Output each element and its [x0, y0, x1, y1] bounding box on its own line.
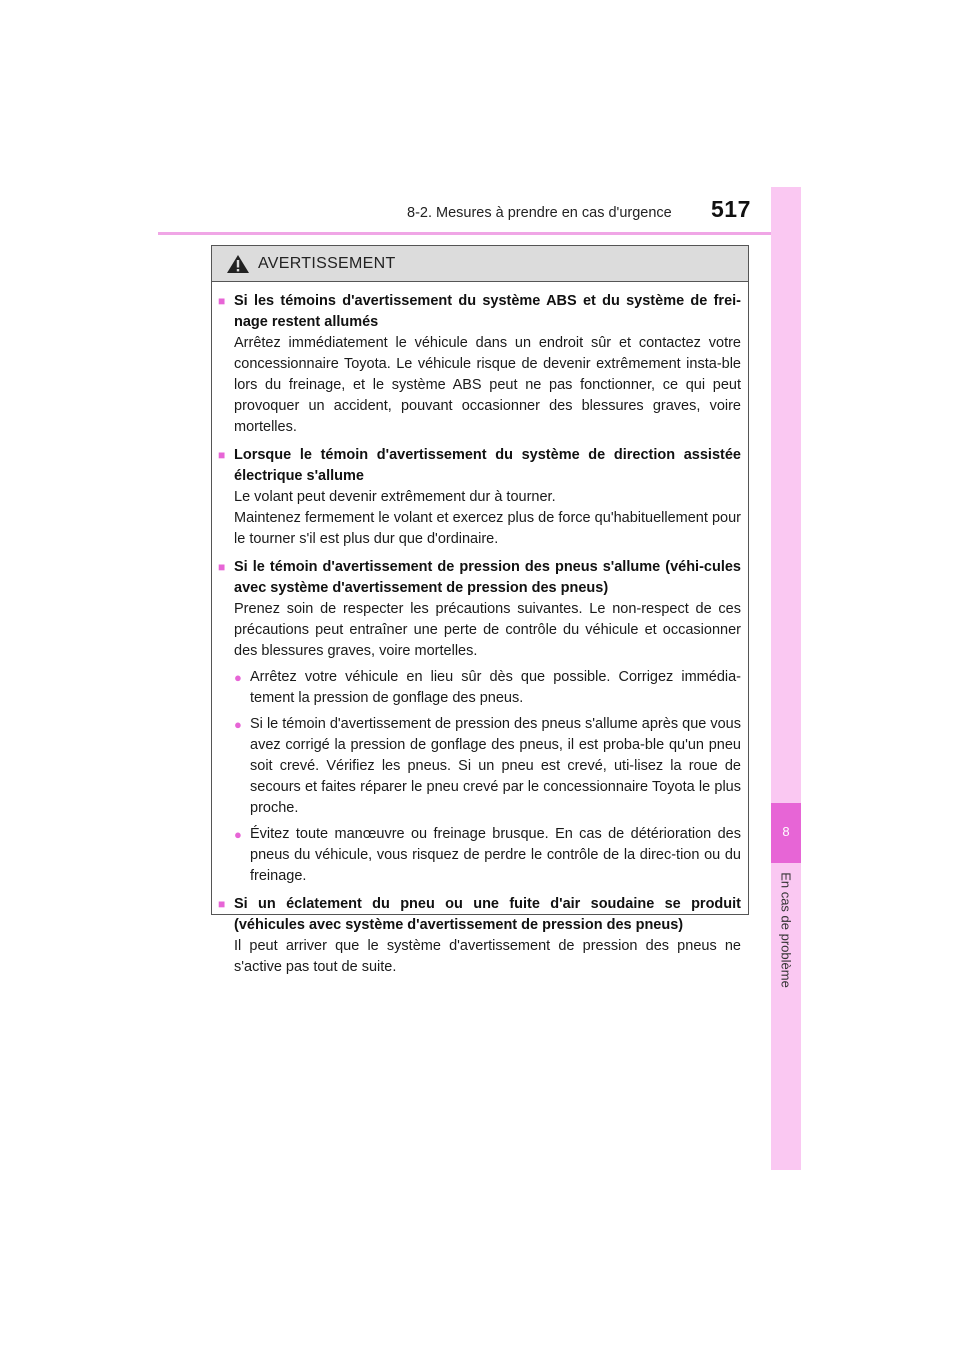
section-paragraph: Il peut arriver que le système d'avertissement de pression des pneus ne s'active pas tout de suite.	[234, 938, 741, 975]
section-title: Si un éclatement du pneu ou une fuite d'air soudaine se produit (véhicules avec système d'avertissement de pression des pneus)	[234, 896, 741, 933]
warning-triangle-icon	[226, 254, 250, 274]
page-number: 517	[711, 196, 751, 222]
square-bullet-icon: ■	[218, 897, 226, 911]
section-title: Lorsque le témoin d'avertissement du système de direction assistée électrique s'allume	[234, 447, 741, 484]
section-body	[234, 487, 741, 550]
section-body	[234, 936, 741, 978]
section-body	[234, 599, 741, 887]
section-heading	[218, 557, 741, 599]
section-paragraph: Le volant peut devenir extrêmement dur à tourner.	[234, 489, 556, 505]
warning-header	[212, 246, 748, 282]
section-heading	[218, 445, 741, 487]
section-title: Si le témoin d'avertissement de pression des pneus s'allume (véhi-cules avec système d'avertissement de pression des pneus)	[234, 559, 741, 596]
bullet-text: Si le témoin d'avertissement de pression des pneus s'allume après que vous avez corrigé la pression de gonflage des pneus, il est proba-ble qu'un pneu soit crevé. Vérifiez les pneus. Si un pneu est crevé, uti-lisez la roue de secours et faites réparer le pneu crevé par le concessionnaire Toyota le plus proche.	[250, 716, 741, 816]
warning-section	[218, 557, 741, 887]
round-bullet-icon: ●	[234, 670, 242, 685]
warning-section	[218, 445, 741, 550]
warning-box	[211, 245, 749, 975]
section-heading	[218, 291, 741, 333]
round-bullet-icon: ●	[234, 827, 242, 842]
bullet-item	[234, 824, 741, 887]
side-tab-number: 8	[782, 824, 790, 839]
square-bullet-icon: ■	[218, 560, 226, 574]
section-paragraph: Prenez soin de respecter les précautions suivantes. Le non-respect de ces précautions peut entraîner une perte de contrôle du véhicule et occasionner des blessures graves, voire mortelles.	[234, 601, 741, 659]
bullet-text: Évitez toute manœuvre ou freinage brusque. En cas de détérioration des pneus du véhicule, vous risquez de perdre le contrôle de la direc-tion ou du freinage.	[250, 826, 741, 884]
header-rule	[158, 232, 800, 235]
header-section-title: 8-2. Mesures à prendre en cas d'urgence	[407, 205, 672, 221]
section-paragraph: Maintenez fermement le volant et exercez plus de force qu'habituellement pour le tourner s'il est plus dur que d'ordinaire.	[234, 510, 741, 547]
side-tab	[771, 187, 801, 1170]
bullet-item	[234, 714, 741, 819]
bullet-item	[234, 667, 741, 709]
warning-title: AVERTISSEMENT	[258, 254, 396, 272]
section-title: Si les témoins d'avertissement du système ABS et du système de frei-nage restent allumés	[234, 293, 741, 330]
square-bullet-icon: ■	[218, 448, 226, 462]
warning-content	[218, 291, 741, 985]
round-bullet-icon: ●	[234, 717, 242, 732]
warning-section	[218, 894, 741, 978]
section-heading	[218, 894, 741, 936]
square-bullet-icon: ■	[218, 294, 226, 308]
warning-section	[218, 291, 741, 438]
section-paragraph: Arrêtez immédiatement le véhicule dans un endroit sûr et contactez votre concessionnaire Toyota. Le véhicule risque de devenir extrêmement insta-ble lors du freinage, et le système ABS peut ne pas fonctionner, ce qui peut provoquer un accident, pouvant occasionner des blessures graves, voire mortelles.	[234, 335, 741, 435]
bullet-text: Arrêtez votre véhicule en lieu sûr dès que possible. Corrigez immédia-tement la pression de gonflage des pneus.	[250, 669, 741, 706]
side-tab-label: En cas de problème	[778, 872, 794, 988]
section-body	[234, 333, 741, 438]
